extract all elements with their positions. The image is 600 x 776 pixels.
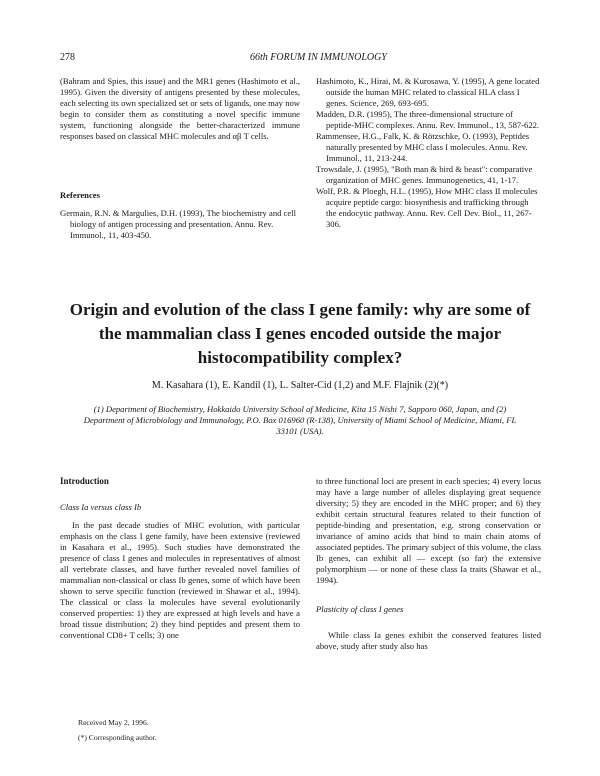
article-title: Origin and evolution of the class I gene family: why are some of the mammalian class I genes encoded outside the major histocompatibility complex?	[69, 300, 531, 367]
top-left-paragraph: (Bahram and Spies, this issue) and the MR1 genes (Hashimoto et al., 1995). Given the diversity of antigens presented by these molecules, each selecting its own specialized set or sets of ligands, one may now begin to consider them as constituting a novel specific immune system, functioning alongside the better-characterized immune responses based on classical MHC molecules and αβ T cells.	[60, 76, 300, 141]
running-title: 66th FORUM IN IMMUNOLOGY	[250, 52, 387, 63]
body-right-column: to three functional loci are present in each species; 4) every locus may have a large number of alleles displaying great sequence diversity; 5) they are encoded in the MHC proper; and 6) they exhibit certain structural features related to their function of peptide-binding and presentation, e.g. strong conservation or invariance of amino acids that bind to main chain atoms of associated peptides. The primary subject of this volume, the class Ib genes, can exhibit all — except (so far) the extensive polymorphism — or none of these class Ia traits (Shawar et al., 1994).	[316, 476, 541, 585]
reference-item: Rammensee, H.G., Falk, K. & Rötzschke, O. (1993), Peptides naturally presented by MHC class I molecules. Annu. Rev. Immunol., 11, 213-244.	[316, 131, 530, 163]
reference-item: Trowsdale, J. (1995), "Both man & bird & beast": comparative organization of MHC genes. Immunogenetics, 41, 1-17.	[316, 164, 533, 185]
footnote-received: Received May 2, 1996.	[78, 718, 149, 727]
article-authors: M. Kasahara (1), E. Kandil (1), L. Salter-Cid (1,2) and M.F. Flajnik (2)(*)	[151, 380, 449, 391]
references-left-column	[60, 208, 300, 243]
reference-item: Wolf, P.R. & Ploegh, H.L. (1995), How MHC class II molecules acquire peptide cargo: biosynthesis and trafficking through the endocytic pathway. Annu. Rev. Cell Dev. Biol., 11, 267-306.	[316, 186, 538, 229]
references-heading: References	[60, 190, 100, 200]
section-heading-introduction: Introduction	[60, 476, 109, 486]
article-affiliation: (1) Department of Biochemistry, Hokkaido University School of Medicine, Kita 15 Nishi 7, Sapporo 060, Japan, and (2) Department of Microbiology and Immunology, P.O. Box 016960 (R-138), University of Miami School of Medicine, Miami, FL 33101 (USA).	[83, 404, 517, 436]
page-number: 278	[60, 52, 75, 63]
footnote-corresponding: (*) Corresponding author.	[78, 733, 157, 742]
body-left-column: In the past decade studies of MHC evolution, with particular emphasis on the class I gene family, have been extensive (reviewed in Kasahara et al., 1995). Such studies have demonstrated the presence of class I genes and molecules in representatives of almost all vertebrate classes, and have further revealed novel families of mammalian non-classical or class Ib genes, some of which have been shown to serve specific function (reviewed in Shawar et al., 1994). The classical or class Ia molecules have several evolutionarily conserved properties: 1) they are expressed at high levels and have a broad tissue distribution; 2) they bind peptides and present them to conventional CD8+ T cells; 3) one	[60, 520, 300, 640]
reference-item: Madden, D.R. (1995), The three-dimensional structure of peptide-MHC complexes. Annu. Rev. Immunol., 13, 587-622.	[316, 109, 540, 130]
body-right-column-continued: While class Ia genes exhibit the conserved features listed above, study after study also has	[316, 630, 541, 651]
reference-item: Hashimoto, K., Hirai, M. & Kurosawa, Y. (1995), A gene located outside the human MHC related to classical HLA class I genes. Science, 269, 693-695.	[316, 76, 540, 108]
subsection-heading: Class Ia versus class Ib	[60, 502, 142, 512]
subsection-heading: Plasticity of class I genes	[316, 604, 404, 614]
reference-item: Germain, R.N. & Margulies, D.H. (1993), The biochemistry and cell biology of antigen processing and presentation. Annu. Rev. Immunol., 11, 403-450.	[60, 208, 296, 240]
references-right-column	[316, 76, 541, 230]
